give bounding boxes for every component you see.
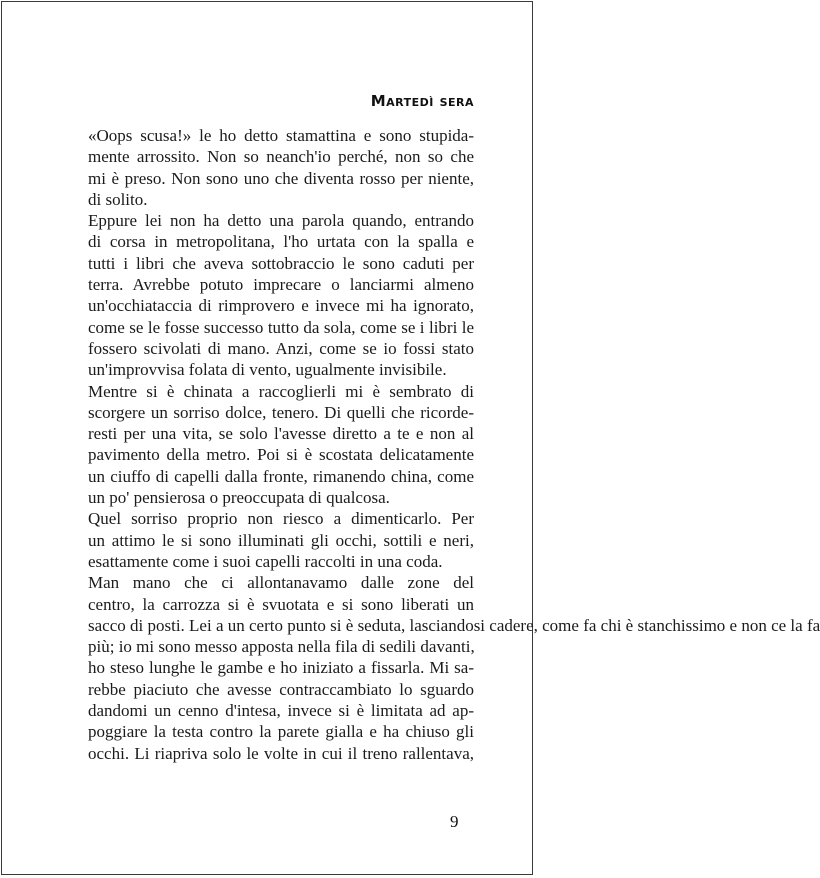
text-line: Man mano che ci allontanavamo dalle zone del bbox=[88, 573, 474, 593]
paragraph-1 bbox=[62, 125, 474, 210]
body-text bbox=[62, 125, 820, 764]
text-line: più; io mi sono messo apposta nella fila di sedili davanti, bbox=[88, 637, 475, 657]
text-line: centro, la carrozza si è svuotata e si sono liberati un bbox=[88, 594, 474, 614]
paragraph-5 bbox=[62, 572, 820, 764]
text-line: «Oops scusa!» le ho detto stamattina e sono stupida- bbox=[88, 126, 474, 145]
text-line: Quel sorriso proprio non riesco a dimenticarlo. Per bbox=[88, 509, 474, 529]
text-line: rebbe piaciuto che avesse contraccambiato lo sguardo bbox=[88, 679, 474, 699]
text-line: scorgere un sorriso dolce, tenero. Di quelli che ricorde- bbox=[88, 402, 474, 422]
text-line: terra. Avrebbe potuto imprecare o lanciarmi almeno bbox=[88, 275, 474, 295]
text-line: un'improvvisa folata di vento, ugualmente invisibile. bbox=[88, 360, 447, 380]
text-line: occhi. Li riapriva solo le volte in cui il treno rallentava, bbox=[88, 743, 474, 763]
text-line: un po' pensierosa o preoccupata di qualcosa. bbox=[88, 488, 390, 508]
text-line: un attimo le si sono illuminati gli occhi, sottili e neri, bbox=[88, 530, 474, 550]
text-line: tutti i libri che aveva sottobraccio le sono caduti per bbox=[88, 253, 474, 273]
text-line: poggiare la testa contro la parete gialla e ha chiuso gli bbox=[88, 722, 474, 742]
text-line: Eppure lei non ha detto una parola quando, entrando bbox=[88, 211, 474, 231]
text-line: di corsa in metropolitana, l'ho urtata con la spalla e bbox=[88, 232, 474, 252]
text-line: pavimento della metro. Poi si è scostata delicatamente bbox=[88, 445, 474, 465]
text-line: di solito. bbox=[88, 189, 148, 209]
text-line: resti per una vita, se solo l'avesse diretto a te e non al bbox=[88, 424, 474, 444]
text-line: sacco di posti. Lei a un certo punto si è seduta, lasciandosi cadere, come fa chi è stanchissimo e non ce la fa bbox=[88, 615, 820, 635]
text-line: ho steso lunghe le gambe e ho iniziato a fissarla. Mi sa- bbox=[88, 658, 474, 678]
text-line: Mentre si è chinata a raccoglierli mi è sembrato di bbox=[88, 381, 474, 401]
text-line: dandomi un cenno d'intesa, invece si è limitata ad ap- bbox=[88, 701, 474, 721]
running-head: Martedì sera bbox=[370, 92, 474, 110]
paragraph-3 bbox=[62, 381, 474, 509]
paragraph-4 bbox=[62, 508, 474, 572]
text-line: un ciuffo di capelli dalla fronte, rimanendo china, come bbox=[88, 466, 474, 486]
paragraph-2 bbox=[62, 210, 474, 380]
text-line: mente arrossito. Non so neanch'io perché, non so che bbox=[88, 147, 474, 167]
text-line: esattamente come i suoi capelli raccolti in una coda. bbox=[88, 551, 443, 571]
text-line: fossero scivolati di mano. Anzi, come se io fossi stato bbox=[88, 338, 474, 358]
text-line: come se le fosse successo tutto da sola, come se i libri le bbox=[88, 317, 474, 337]
text-line: un'occhiataccia di rimprovero e invece mi ha ignorato, bbox=[88, 296, 474, 316]
text-line: mi è preso. Non sono uno che diventa rosso per niente, bbox=[88, 168, 474, 188]
page-number: 9 bbox=[450, 812, 459, 831]
